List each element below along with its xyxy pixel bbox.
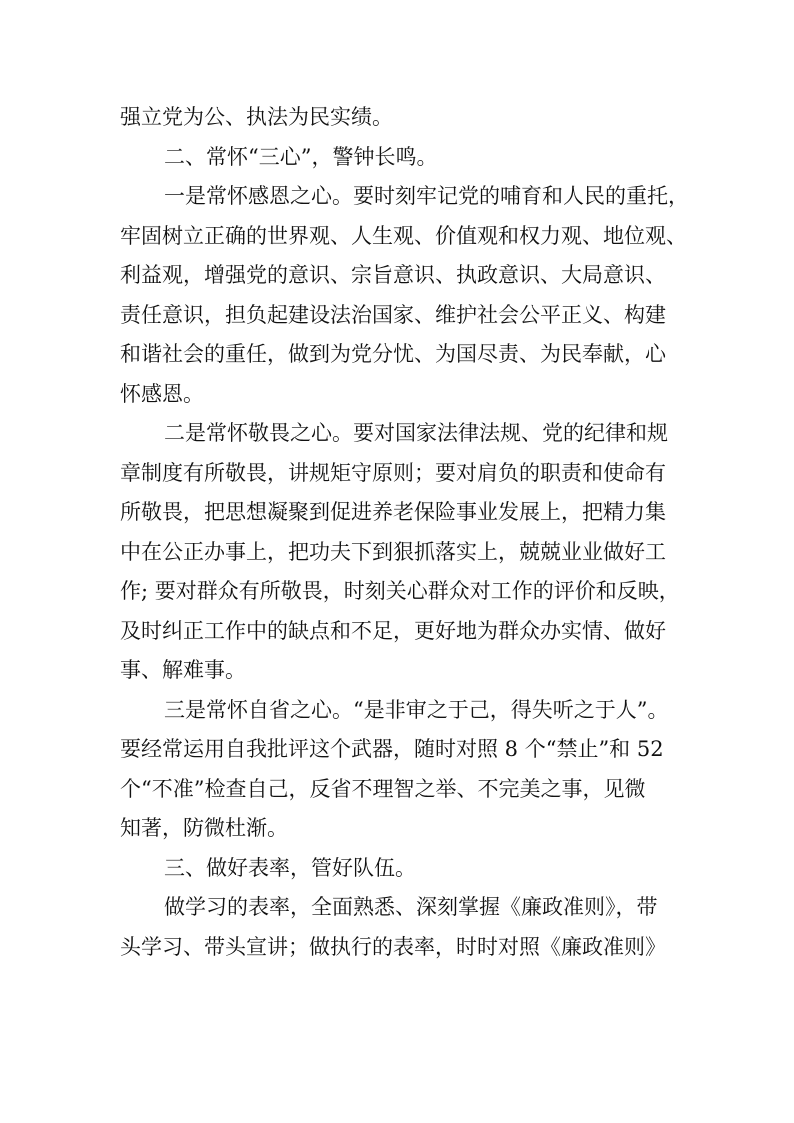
text-line: 二是常怀敬畏之心。要对国家法律法规、党的纪律和规: [164, 421, 668, 445]
section-heading-2: 二、常怀“三心”，警钟长鸣。: [164, 144, 438, 169]
text-line: 作; 要对群众有所敬畏，时刻关心群众对工作的评价和反映，: [120, 579, 680, 603]
text-line: 及时纠正工作中的缺点和不足，更好地为群众办实情、做好: [120, 618, 666, 643]
text-line: 和谐社会的重任，做到为党分忧、为国尽责、为民奉献，心: [120, 342, 666, 366]
section-heading-3: 三、做好表率，管好队伍。: [164, 855, 416, 880]
text-line: 牢固树立正确的世界观、人生观、价值观和权力观、地位观、: [120, 223, 687, 248]
text-line: 所敬畏，把思想凝聚到促进养老保险事业发展上，把精力集: [120, 500, 666, 524]
text-line: 中在公正办事上，把功夫下到狠抓落实上，兢兢业业做好工: [120, 539, 666, 564]
text-line: 责任意识，担负起建设法治国家、维护社会公平正义、构建: [120, 302, 666, 327]
text-line: 做学习的表率，全面熟悉、深刻掌握《廉政准则》，带: [164, 895, 658, 919]
text-line: 利益观，增强党的意识、宗旨意识、执政意识、大局意识、: [120, 263, 666, 287]
text-line: 事、解难事。: [120, 658, 246, 682]
body-text: [120, 98, 689, 967]
text-line: 知著，防微杜渐。: [120, 816, 288, 840]
text-line: 个“不准”检查自己，反省不理智之举、不完美之事，见微: [120, 776, 646, 801]
text-line: 章制度有所敬畏，讲规矩守原则；要对肩负的职责和使命有: [120, 460, 666, 485]
text-line: 一是常怀感恩之心。要时刻牢记党的哺育和人民的重托，: [164, 184, 689, 208]
text-line: 三是常怀自省之心。“是非审之于己，得失听之于人”。: [164, 697, 669, 722]
text-line: 要经常运用自我批评这个武器，随时对照 8 个“禁止”和 52: [120, 737, 664, 761]
text-line: 强立党为公、执法为民实绩。: [120, 105, 393, 129]
text-line: 怀感恩。: [120, 381, 204, 406]
text-line: 头学习、带头宣讲；做执行的表率，时时对照《廉政准则》: [120, 934, 666, 959]
